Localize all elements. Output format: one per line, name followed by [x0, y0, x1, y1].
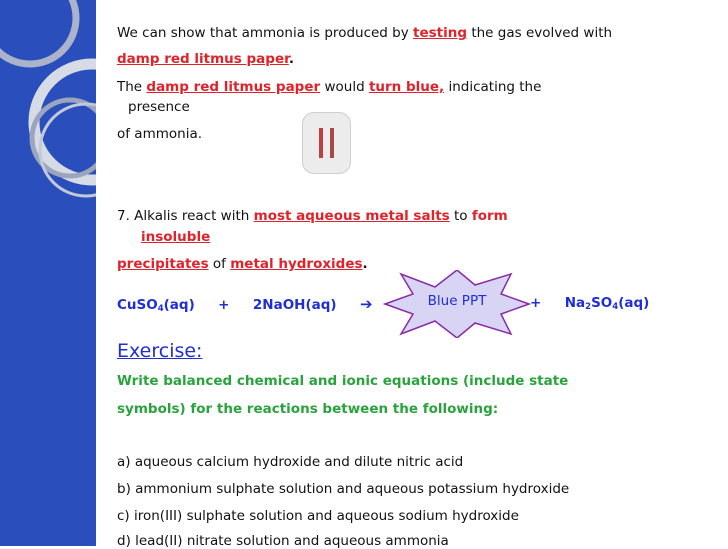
point7-text: 7. Alkalis react with — [117, 208, 250, 224]
exercise-heading — [117, 340, 202, 363]
intro-line-1 — [117, 25, 612, 41]
period: . — [288, 51, 294, 67]
exercise-item — [117, 533, 449, 549]
plus-sign: + — [218, 297, 230, 313]
intro-text: of ammonia. — [117, 126, 203, 142]
reaction-arrow-icon: ➔ — [360, 295, 373, 313]
intro-line-2 — [117, 51, 294, 67]
intro-text: The — [117, 79, 143, 95]
keyword-metal-salts: most aqueous metal salts — [253, 208, 450, 224]
blue-ppt-label: Blue PPT — [427, 293, 487, 309]
exercise-item-b: b) ammonium sulphate solution and aqueous potassium hydroxide — [117, 481, 570, 497]
keyword-damp-red-litmus: damp red litmus paper — [117, 51, 289, 67]
point7-line-1 — [117, 208, 508, 224]
formula-naoh: 2NaOH(aq) — [252, 297, 337, 313]
intro-text: We can show that ammonia is produced by — [117, 25, 409, 41]
exercise-instruction-1 — [117, 373, 568, 389]
period: . — [362, 256, 368, 272]
decorative-sidebar — [0, 0, 96, 546]
plus-sign: + — [530, 295, 542, 311]
point7-line-3 — [117, 256, 368, 272]
intro-line-3 — [117, 79, 541, 95]
exercise-item-d: d) lead(II) nitrate solution and aqueous ammonia — [117, 533, 449, 549]
keyword-insoluble: insoluble — [141, 229, 211, 245]
intro-text: indicating the — [448, 79, 542, 95]
keyword-metal-hydroxides: metal hydroxides — [230, 256, 363, 272]
intro-text: presence — [128, 99, 190, 115]
exercise-instruction-2 — [117, 401, 498, 417]
exercise-title: Exercise: — [117, 340, 203, 362]
formula-cuso4: CuSO$_4$(aq) — [117, 297, 195, 314]
point7-line-2 — [141, 229, 210, 245]
keyword-turn-blue: turn blue, — [368, 79, 445, 95]
equation-line — [117, 295, 373, 314]
keyword-damp-red-litmus: damp red litmus paper — [146, 79, 321, 95]
formula-na2so4: $Na_2SO_4(aq)$ — [564, 295, 650, 312]
exercise-item-a: a) aqueous calcium hydroxide and dilute nitric acid — [117, 454, 464, 470]
intro-line-4 — [117, 99, 190, 115]
point7-text: of — [212, 256, 226, 272]
intro-line-5 — [117, 126, 202, 142]
keyword-form: form — [471, 208, 508, 224]
keyword-precipitates: precipitates — [117, 256, 209, 272]
exercise-item — [117, 508, 519, 524]
equation-products — [530, 295, 649, 312]
point7-text: to — [454, 208, 468, 224]
keyword-testing: testing — [413, 25, 468, 41]
decorative-circles — [0, 0, 96, 546]
instruction-text: symbols) for the reactions between the following: — [117, 401, 499, 417]
exercise-item — [117, 481, 569, 497]
blue-ppt-starburst — [383, 270, 531, 338]
intro-text: the gas evolved with — [471, 25, 613, 41]
intro-text: would — [324, 79, 365, 95]
exercise-item — [117, 454, 463, 470]
instruction-text: Write balanced chemical and ionic equations (include state — [117, 373, 569, 389]
exercise-item-c: c) iron(III) sulphate solution and aqueous sodium hydroxide — [117, 508, 519, 524]
